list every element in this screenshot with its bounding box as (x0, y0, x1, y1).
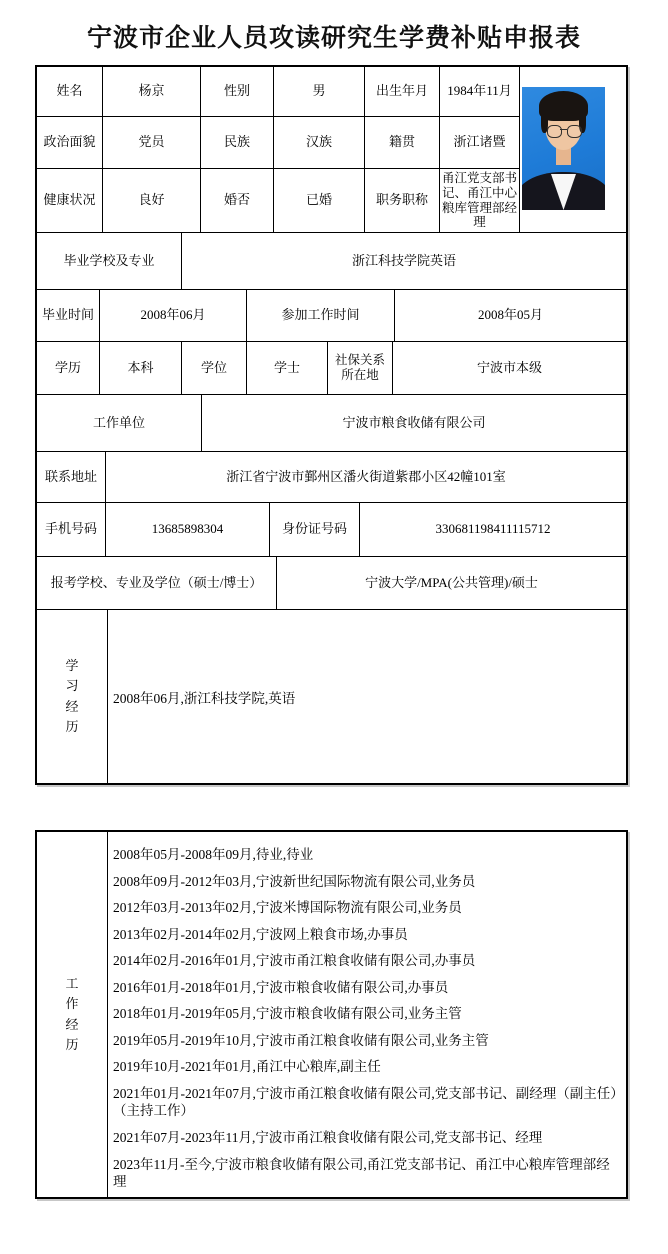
degree-value: 学士 (247, 342, 328, 394)
study-history-content: 2008年06月,浙江科技学院,英语 (113, 690, 296, 706)
table-row (37, 342, 626, 395)
work-entry: 2013年02月-2014年02月,宁波网上粮食市场,办事员 (113, 926, 408, 942)
form-title: 宁波市企业人员攻读研究生学费补贴申报表 (86, 25, 581, 52)
graduate-school-value: 浙江科技学院英语 (351, 252, 456, 268)
work-entry: 2021年01月-2021年07月,宁波市甬江粮食收储有限公司,党支部书记、副经理（副主任）（主持工作） (113, 1085, 617, 1119)
table-row (37, 503, 626, 557)
work-history-table (35, 830, 628, 1199)
work-start-label: 参加工作时间 (247, 290, 395, 341)
native-place-label: 籍贯 (365, 117, 440, 168)
job-title-value: 甬江党支部书记、甬江中心粮库管理部经理 (441, 171, 517, 230)
target-school-label: 报考学校、专业及学位（硕士/博士） (37, 557, 277, 609)
work-start-value: 2008年05月 (477, 307, 543, 323)
target-school-value: 宁波大学/MPA(公共管理)/硕士 (365, 574, 538, 590)
education-label: 学历 (37, 342, 100, 394)
gender-label: 性别 (201, 67, 274, 116)
political-status-label: 政治面貌 (37, 117, 103, 168)
marital-value: 已婚 (274, 169, 365, 232)
mobile-value: 13685898304 (106, 503, 270, 556)
graduation-date-label: 毕业时间 (37, 290, 100, 341)
work-entry: 2016年01月-2018年01月,宁波市粮食收储有限公司,办事员 (113, 979, 449, 995)
work-history-content (108, 832, 626, 1197)
social-security-label: 社保关系所在地 (328, 342, 393, 394)
photo-glasses (567, 125, 582, 138)
marital-label: 婚否 (201, 169, 274, 232)
work-entry: 2019年10月-2021年01月,甬江中心粮库,副主任 (113, 1059, 381, 1075)
study-history-label: 学习经历 (37, 610, 108, 783)
address-value: 浙江省宁波市鄞州区潘火街道紫郡小区42幢101室 (226, 468, 506, 484)
id-photo (522, 87, 605, 210)
photo-glasses-bridge (560, 129, 567, 130)
work-entry: 2008年05月-2008年09月,待业,待业 (113, 847, 314, 862)
id-number-label: 身份证号码 (270, 503, 360, 556)
work-entry: 2023年11月-至今,宁波市粮食收储有限公司,甬江党支部书记、甬江中心粮库管理部经理 (113, 1156, 610, 1190)
job-title-label: 职务职称 (365, 169, 440, 232)
ethnicity-value: 汉族 (274, 117, 365, 168)
table-row (37, 67, 519, 117)
table-row (37, 169, 519, 232)
table-row (37, 290, 626, 342)
work-entry: 2008年09月-2012年03月,宁波新世纪国际物流有限公司,业务员 (113, 873, 476, 889)
rows-1-3-with-photo (37, 67, 626, 233)
work-entry: 2014年02月-2016年01月,宁波市甬江粮食收储有限公司,办事员 (113, 953, 476, 969)
study-history-row (37, 610, 626, 783)
ethnicity-label: 民族 (201, 117, 274, 168)
mobile-label: 手机号码 (37, 503, 106, 556)
table-row (37, 557, 626, 610)
gender-value: 男 (274, 67, 365, 116)
table-row (37, 233, 626, 290)
graduation-date-value: 2008年06月 (100, 290, 247, 341)
name-value: 杨京 (103, 67, 201, 116)
name-label: 姓名 (37, 67, 103, 116)
political-status-value: 党员 (103, 117, 201, 168)
address-label: 联系地址 (37, 452, 106, 502)
health-label: 健康状况 (37, 169, 103, 232)
health-value: 良好 (103, 169, 201, 232)
work-entry: 2019年05月-2019年10月,宁波市甬江粮食收储有限公司,业务主管 (113, 1032, 489, 1048)
employer-label: 工作单位 (37, 395, 202, 451)
birth-value: 1984年11月 (447, 83, 512, 99)
work-history-label: 工作经历 (37, 832, 108, 1197)
work-entry: 2021年07月-2023年11月,宁波市甬江粮食收储有限公司,党支部书记、经理 (113, 1130, 543, 1146)
basic-info-table (35, 65, 628, 785)
employer-value: 宁波市粮食收储有限公司 (342, 414, 486, 430)
graduate-school-label: 毕业学校及专业 (37, 233, 182, 289)
degree-label: 学位 (182, 342, 247, 394)
photo-cell (519, 67, 626, 232)
work-entry: 2018年01月-2019年05月,宁波市粮食收储有限公司,业务主管 (113, 1006, 462, 1022)
table-row (37, 395, 626, 452)
birth-label: 出生年月 (365, 67, 440, 116)
social-security-value: 宁波市本级 (476, 359, 542, 375)
photo-glasses (547, 125, 562, 138)
table-row (37, 117, 519, 169)
native-place-value: 浙江诸暨 (453, 134, 506, 150)
rows-1-3-grid (37, 67, 519, 232)
table-row (37, 452, 626, 503)
education-value: 本科 (100, 342, 182, 394)
id-number-value: 330681198411115712 (435, 521, 551, 537)
work-entry: 2012年03月-2013年02月,宁波米博国际物流有限公司,业务员 (113, 900, 462, 916)
